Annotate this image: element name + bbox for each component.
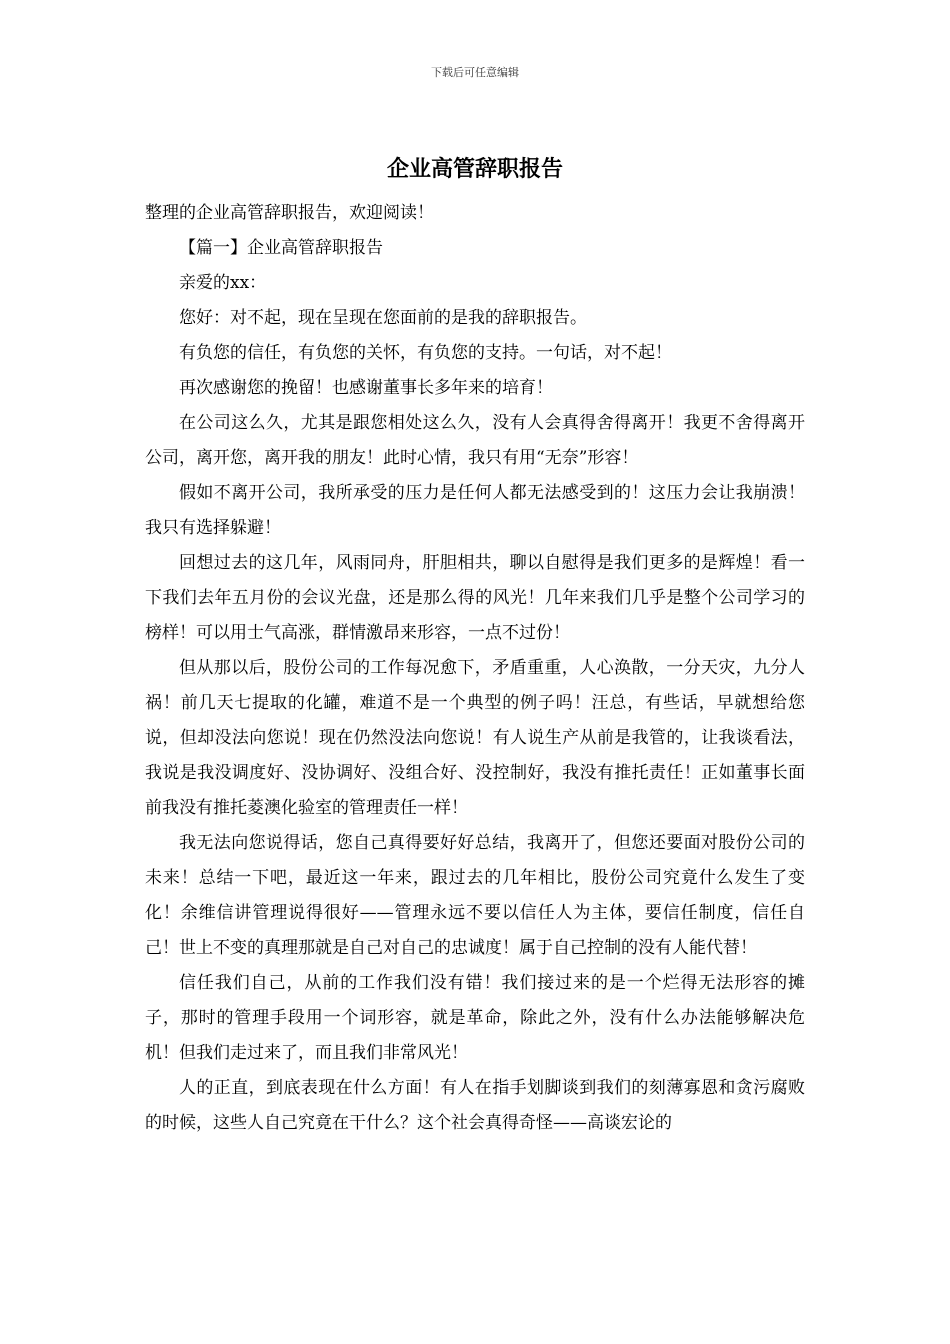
body-paragraph: 回想过去的这几年，风雨同舟，肝胆相共，聊以自慰得是我们更多的是辉煌！看一下我们去年五月份的会议光盘，还是那么得的风光！几年来我们几乎是整个公司学习的榜样！可以用士气高涨，群情激昂来形容，一点不过份！: [145, 553, 805, 643]
body-paragraph: 信任我们自己，从前的工作我们没有错！我们接过来的是一个烂得无法形容的摊子，那时的管理手段用一个词形容，就是革命，除此之外，没有什么办法能够解决危机！但我们走过来了，而且我们非常风光！: [145, 973, 805, 1063]
document-title: 企业高管辞职报告: [386, 156, 563, 182]
body-paragraph: 我无法向您说得话，您自己真得要好好总结，我离开了，但您还要面对股份公司的未来！总结一下吧，最近这一年来，跟过去的几年相比，股份公司究竟什么发生了变化！余维信讲管理说得很好——管理永远不要以信任人为主体，要信任制度，信任自己！世上不变的真理那就是自己对自己的忠诚度！属于自己控制的没有人能代替！: [145, 833, 805, 958]
body-paragraph: 有负您的信任，有负您的关怀，有负您的支持。一句话，对不起！: [179, 343, 672, 363]
body-paragraph: 在公司这么久，尤其是跟您相处这么久，没有人会真得舍得离开！我更不舍得离开公司，离开您，离开我的朋友！此时心情，我只有用“无奈”形容！: [145, 413, 805, 468]
salutation: 亲爱的xx：: [179, 273, 267, 293]
page-header-note: 下载后可任意编辑: [431, 66, 519, 79]
body-paragraph: 再次感谢您的挽留！也感谢董事长多年来的培育！: [179, 378, 553, 398]
body-paragraph: 但从那以后，股份公司的工作每况愈下，矛盾重重，人心涣散，一分天灾，九分人祸！前几天七提取的化罐，难道不是一个典型的例子吗！汪总，有些话，早就想给您说，但却没法向您说！现在仍然没法向您说！有人说生产从前是我管的，让我谈看法，我说是我没调度好、没协调好、没组合好、没控制好，我没有推托责任！正如董事长面前我没有推托菱澳化验室的管理责任一样！: [145, 658, 805, 818]
body-paragraph: 人的正直，到底表现在什么方面！有人在指手划脚谈到我们的刻薄寡恩和贪污腐败的时候，这些人自己究竟在干什么？这个社会真得奇怪——高谈宏论的: [145, 1078, 805, 1133]
body-paragraph: 假如不离开公司，我所承受的压力是任何人都无法感受到的！这压力会让我崩溃！我只有选择躲避！: [145, 483, 805, 538]
section-heading: 【篇一】企业高管辞职报告: [179, 238, 383, 258]
intro-paragraph: 整理的企业高管辞职报告，欢迎阅读！: [145, 203, 434, 223]
document-body: [145, 196, 805, 1141]
body-paragraph: 您好：对不起，现在呈现在您面前的是我的辞职报告。: [179, 308, 587, 328]
